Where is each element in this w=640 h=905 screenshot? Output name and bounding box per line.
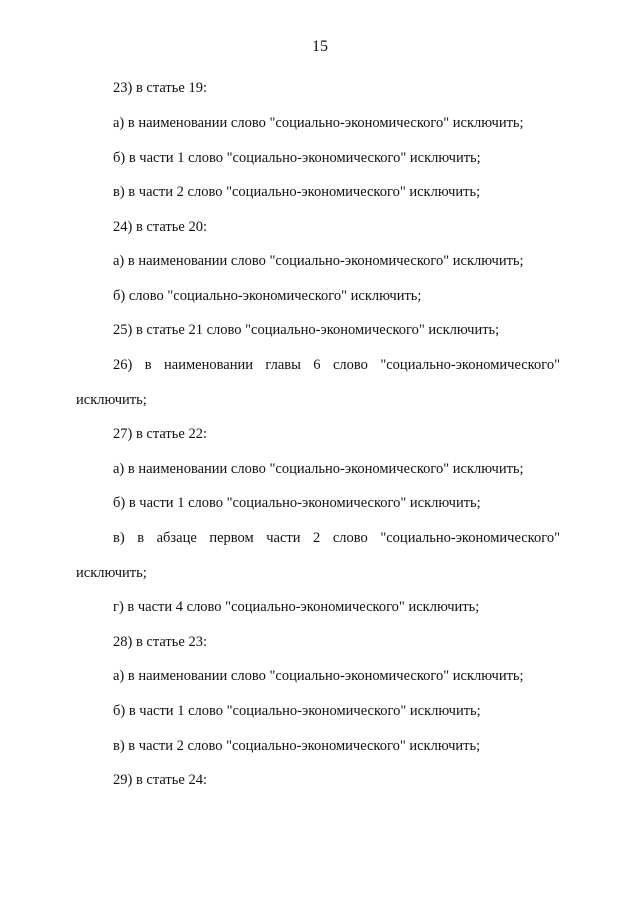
item-24-heading: 24) в статье 20:: [113, 219, 207, 235]
item-27-heading: 27) в статье 22:: [113, 426, 207, 442]
item-29-heading: 29) в статье 24:: [113, 772, 207, 788]
item-28-c: в) в части 2 слово "социально-экономического" исключить;: [113, 738, 481, 754]
item-27-b: б) в части 1 слово "социально-экономического" исключить;: [113, 495, 481, 511]
item-24-a: а) в наименовании слово "социально-экономического" исключить;: [113, 253, 524, 269]
page-number: 15: [312, 38, 328, 55]
item-24-b: б) слово "социально-экономического" исключить;: [113, 288, 422, 304]
item-27-c-line-2: исключить;: [76, 565, 147, 581]
item-28-heading: 28) в статье 23:: [113, 634, 207, 650]
item-23-a: а) в наименовании слово "социально-экономического" исключить;: [113, 115, 524, 131]
item-26-line-1: 26) в наименовании главы 6 слово "социально-экономического": [113, 357, 560, 373]
item-23-b: б) в части 1 слово "социально-экономического" исключить;: [113, 150, 481, 166]
item-27-c-line-1: в) в абзаце первом части 2 слово "социально-экономического": [113, 530, 560, 546]
item-28-a: а) в наименовании слово "социально-экономического" исключить;: [113, 668, 524, 684]
item-28-b: б) в части 1 слово "социально-экономического" исключить;: [113, 703, 481, 719]
item-23-heading: 23) в статье 19:: [113, 80, 207, 96]
item-25: 25) в статье 21 слово "социально-экономического" исключить;: [113, 322, 500, 338]
item-23-c: в) в части 2 слово "социально-экономического" исключить;: [113, 184, 481, 200]
item-26-line-2: исключить;: [76, 392, 147, 408]
item-27-d: г) в части 4 слово "социально-экономического" исключить;: [113, 599, 480, 615]
item-27-a: а) в наименовании слово "социально-экономического" исключить;: [113, 461, 524, 477]
